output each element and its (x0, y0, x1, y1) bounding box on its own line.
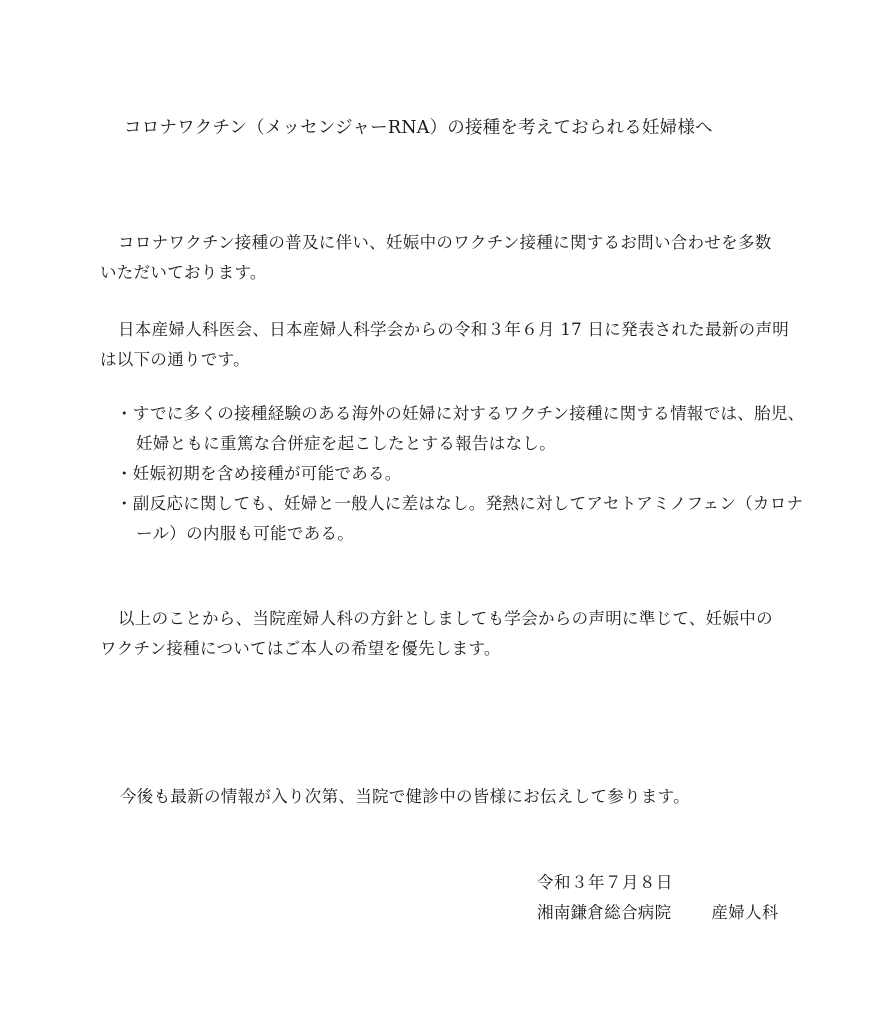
intro-line-2: いただいております。 (100, 263, 267, 282)
hospital-name: 湘南鎌倉総合病院 (537, 903, 672, 922)
department-name: 産婦人科 (711, 903, 779, 922)
bullet-item: ・妊娠初期を含め接種が可能である。 (116, 464, 402, 483)
statement-line-1: 日本産婦人科医会、日本産婦人科学会からの令和３年６月 17 日に発表された最新の声明 (118, 320, 790, 339)
intro-line-1: コロナワクチン接種の普及に伴い、妊娠中のワクチン接種に関するお問い合わせを多数 (118, 233, 772, 252)
bullet-item: ・副反応に関しても、妊婦と一般人に差はなし。発熱に対してアセトアミノフェン（カロナール）の内服も可能である。 (116, 494, 804, 543)
conclusion-line-1: 以上のことから、当院産婦人科の方針としましても学会からの声明に準じて、妊娠中の (118, 609, 773, 628)
document-title: コロナワクチン（メッセンジャーRNA）の接種を考えておられる妊婦様へ (124, 118, 713, 138)
issue-date: 令和３年７月８日 (537, 873, 673, 892)
conclusion-line-2: ワクチン接種についてはご本人の希望を優先します。 (100, 639, 501, 658)
statement-bullet-list (116, 399, 806, 549)
closing-sentence: 今後も最新の情報が入り次第、当院で健診中の皆様にお伝えして参ります。 (120, 787, 690, 806)
signature-block (537, 898, 779, 928)
statement-paragraph (100, 315, 800, 375)
intro-paragraph (100, 228, 800, 288)
statement-line-2: は以下の通りです。 (100, 350, 250, 369)
conclusion-paragraph (100, 604, 800, 664)
bullet-item: ・すでに多くの接種経験のある海外の妊婦に対するワクチン接種に関する情報では、胎児、妊婦ともに重篤な合併症を起こしたとする報告はなし。 (116, 404, 805, 453)
